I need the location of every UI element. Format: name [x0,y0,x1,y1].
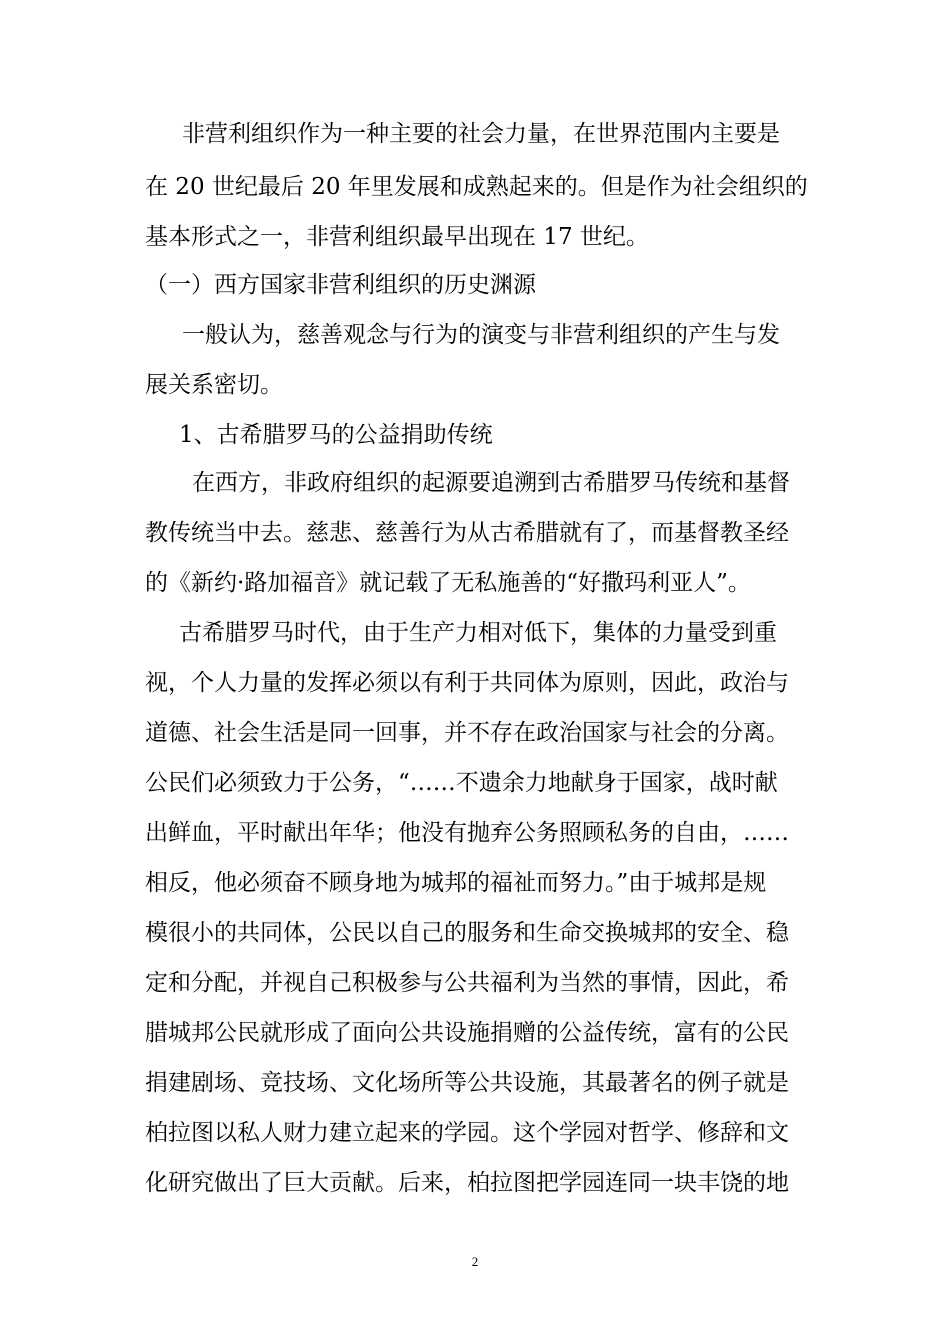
paragraph-line: 捐建剧场、竞技场、文化场所等公共设施，其最著名的例子就是 [145,1070,789,1096]
paragraph-line: 模很小的共同体，公民以自己的服务和生命交换城邦的安全、稳 [145,920,789,946]
paragraph-line: 公民们必须致力于公务，“……不遗余力地献身于国家，战时献 [145,770,778,796]
paragraph-line: 教传统当中去。慈悲、慈善行为从古希腊就有了，而基督教圣经 [145,520,789,546]
page-number: 2 [471,1254,479,1269]
section-heading: （一）西方国家非营利组织的历史渊源 [145,272,536,298]
paragraph-line: 的《新约·路加福音》就记载了无私施善的“好撒玛利亚人”。 [145,570,751,596]
subsection-heading: 1、古希腊罗马的公益捐助传统 [179,422,493,448]
paragraph-line: 相反，他必须奋不顾身地为城邦的福祉而努力。”由于城邦是规 [145,870,767,896]
paragraph-line: 古希腊罗马时代，由于生产力相对低下，集体的力量受到重 [179,620,777,646]
paragraph-line: 视，个人力量的发挥必须以有利于共同体为原则，因此，政治与 [145,670,789,696]
paragraph-line: 一般认为，慈善观念与行为的演变与非营利组织的产生与发 [182,322,780,348]
paragraph-line: 道德、社会生活是同一回事，并不存在政治国家与社会的分离。 [145,720,789,746]
paragraph-line: 展关系密切。 [145,372,283,398]
paragraph-line: 定和分配，并视自己积极参与公共福利为当然的事情，因此，希 [145,970,789,996]
paragraph-line: 在西方，非政府组织的起源要追溯到古希腊罗马传统和基督 [192,470,790,496]
paragraph-line: 腊城邦公民就形成了面向公共设施捐赠的公益传统，富有的公民 [145,1020,789,1046]
paragraph-line: 基本形式之一，非营利组织最早出现在 17 世纪。 [145,224,649,250]
paragraph-line: 出鲜血，平时献出年华；他没有抛弃公务照顾私务的自由，…… [145,820,789,846]
paragraph-line: 非营利组织作为一种主要的社会力量，在世界范围内主要是 [182,121,780,147]
paragraph-line: 柏拉图以私人财力建立起来的学园。这个学园对哲学、修辞和文 [145,1120,789,1146]
paragraph-line: 在 20 世纪最后 20 年里发展和成熟起来的。但是作为社会组织的 [145,174,808,200]
paragraph-line: 化研究做出了巨大贡献。后来，柏拉图把学园连同一块丰饶的地 [145,1170,789,1196]
